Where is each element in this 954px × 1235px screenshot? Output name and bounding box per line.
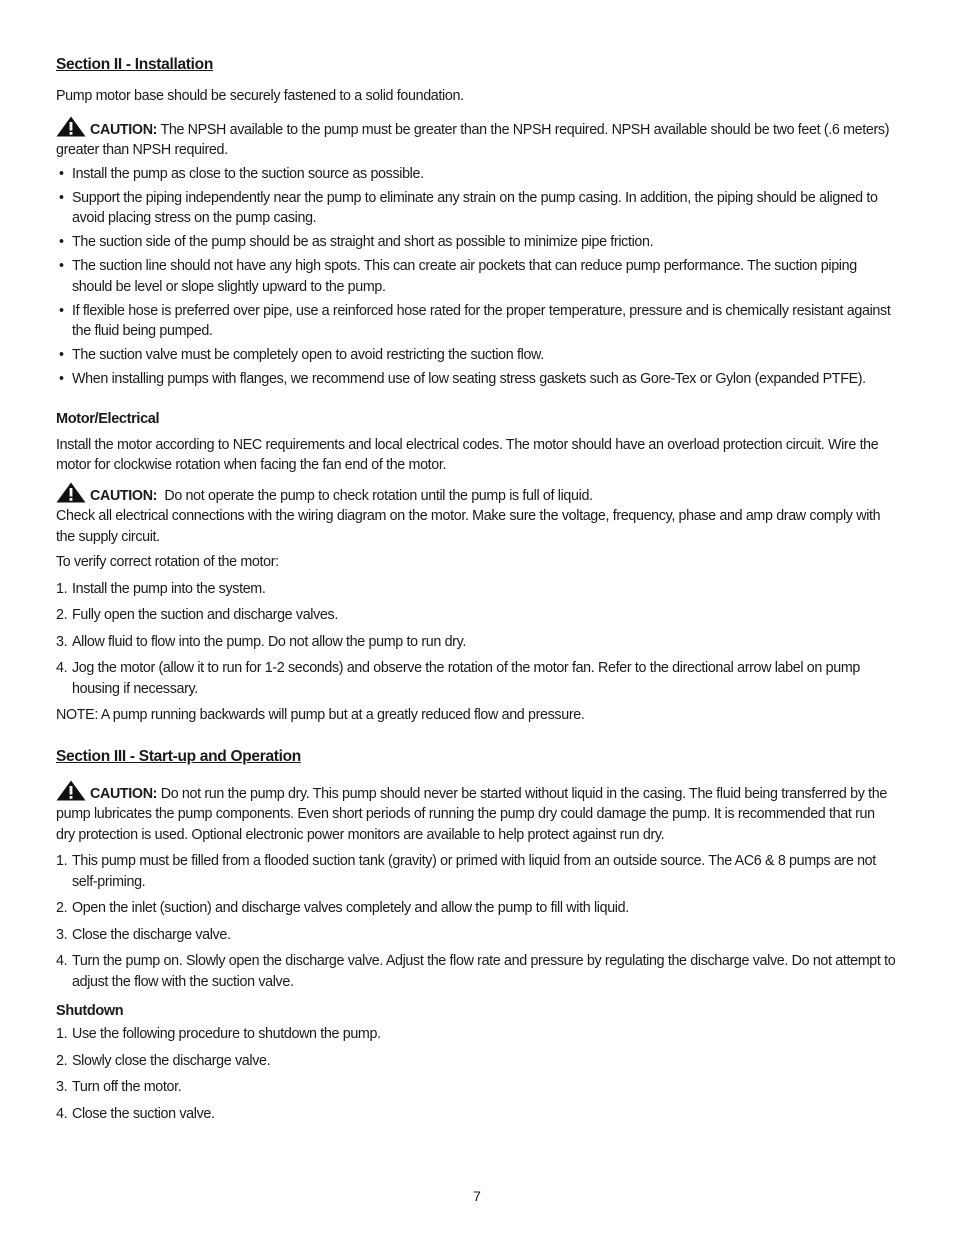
rotation-caution [56,482,896,507]
installation-intro: Pump motor base should be securely fastened to a solid foundation. [56,88,464,104]
document-page [56,52,896,1124]
npsh-caution [56,116,896,161]
electrical-check-text: Check all electrical connections with the wiring diagram on the motor. Make sure the voltage, frequency, phase and amp draw comply with the supply circuit. [56,508,881,545]
list-item: • The suction side of the pump should be as straight and short as possible to minimize pipe friction. [59,234,654,250]
list-item: 2. Open the inlet (suction) and discharge valves completely and allow the pump to fill with liquid. [56,900,629,916]
list-item: • Support the piping independently near the pump to eliminate any strain on the pump casing. In addition, the piping should be aligned to avoid placing stress on the pump casing. [59,189,878,226]
backwards-note: NOTE: A pump running backwards will pump but at a greatly reduced flow and pressure. [56,707,585,723]
list-item: 3. Close the discharge valve. [56,926,231,943]
caution-label: CAUTION: [90,785,158,802]
caution-label: CAUTION: [90,121,158,138]
list-item: 1. This pump must be filled from a flooded suction tank (gravity) or primed with liquid from an outside source. The AC6 & 8 pumps are not self-priming. [56,853,876,890]
list-item: • When installing pumps with flanges, we recommend use of low seating stress gaskets such as Gore-Tex or Gylon (expanded PTFE). [59,371,866,387]
list-item: • The suction line should not have any high spots. This can create air pockets that can reduce pump performance. The suction piping should be level or slope slightly upward to the pump. [59,258,857,295]
list-item: 2. Fully open the suction and discharge valves. [56,607,338,623]
caution-text: Do not run the pump dry. This pump should never be started without liquid in the casing. The fluid being transferred by the pump lubricates the pump components. Even short periods of running the pump dry could damage the pump. It is recommended that run dry protection is used. Optional electronic power monitors are available to help protect against run dry. [56,785,887,843]
rotation-steps-list [56,579,896,700]
section-startup-title: Section III - Start-up and Operation [56,747,301,765]
list-item: 3. Allow fluid to flow into the pump. Do not allow the pump to run dry. [56,633,466,650]
caution-text: Do not operate the pump to check rotation until the pump is full of liquid. [164,487,593,504]
shutdown-title: Shutdown [56,1003,124,1019]
motor-electrical-title: Motor/Electrical [56,410,160,427]
installation-bullet-list [56,164,896,390]
warning-icon [56,780,86,800]
list-item: 1. Install the pump into the system. [56,580,266,597]
verify-rotation-text: To verify correct rotation of the motor: [56,554,279,570]
startup-steps-list [56,851,896,992]
list-item: 4. Close the suction valve. [56,1105,215,1122]
warning-icon [56,116,86,136]
caution-text: The NPSH available to the pump must be greater than the NPSH required. NPSH available should be two feet (.6 meters) greater than NPSH required. [56,121,890,158]
list-item: 3. Turn off the motor. [56,1079,182,1095]
list-item: 4. Jog the motor (allow it to run for 1-2 seconds) and observe the rotation of the motor fan. Refer to the directional arrow label on pump housing if necessary. [56,660,860,697]
shutdown-steps-list [56,1024,896,1124]
list-item: 4. Turn the pump on. Slowly open the discharge valve. Adjust the flow rate and pressure by regulating the discharge valve. Do not attempt to adjust the flow with the suction valve. [56,953,896,990]
section-installation-title: Section II - Installation [56,56,213,73]
list-item: • Install the pump as close to the suction source as possible. [59,165,424,182]
motor-intro: Install the motor according to NEC requirements and local electrical codes. The motor should have an overload protection circuit. Wire the motor for clockwise rotation when facing the fan end of the motor. [56,436,879,473]
list-item: 2. Slowly close the discharge valve. [56,1052,271,1069]
list-item: 1. Use the following procedure to shutdown the pump. [56,1026,381,1042]
run-dry-caution [56,780,896,846]
caution-label: CAUTION: [90,487,158,504]
warning-icon [56,482,86,502]
list-item: • If flexible hose is preferred over pipe, use a reinforced hose rated for the proper temperature, pressure and is chemically resistant against the fluid being pumped. [59,302,891,339]
page-number: 7 [473,1188,481,1204]
list-item: • The suction valve must be completely open to avoid restricting the suction flow. [59,347,544,363]
